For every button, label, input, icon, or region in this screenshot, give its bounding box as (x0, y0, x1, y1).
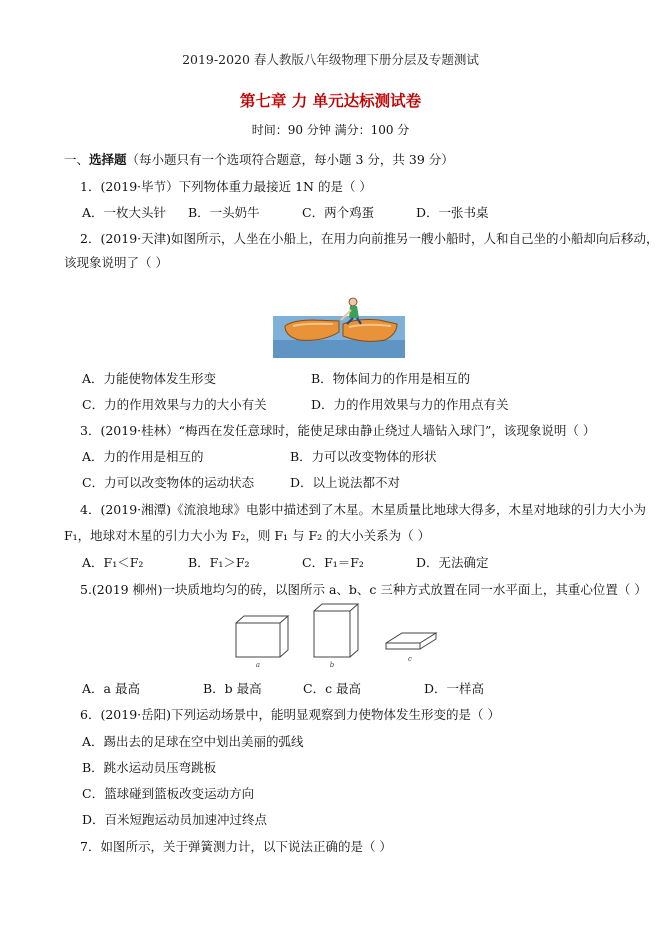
q4-option-a: A．F₁＜F₂ (82, 555, 144, 570)
question-1-stem: 1．(2019·毕节）下列物体重力最接近 1N 的是（ ） (80, 179, 372, 194)
q4-option-c: C．F₁＝F₂ (302, 555, 364, 570)
label-b: b (329, 661, 335, 669)
q6-option-d: D．百米短跑运动员加速冲过终点 (82, 812, 268, 827)
question-6-stem: 6．(2019·岳阳)下列运动场景中，能明显观察到力使物体发生形变的是（ ） (80, 707, 500, 722)
question-3-stem: 3．(2019·桂林）“梅西在发任意球时，能使足球由静止绕过人墙钻入球门”，该现象说明（ ） (80, 423, 596, 438)
q2-option-c: C．力的作用效果与力的大小有关 (82, 397, 267, 412)
q5-option-b: B．b 最高 (203, 681, 262, 696)
q4-option-b: B．F₁＞F₂ (188, 555, 250, 570)
q3-option-b: B．力可以改变物体的形状 (290, 449, 437, 464)
q1-option-b: B．一头奶牛 (188, 205, 260, 220)
question-4-stem-line1: 4．(2019·湘潭)《流浪地球》电影中描述到了木星。木星质量比地球大得多，木星对地球的引力大小为 (80, 502, 646, 517)
brick-a (236, 616, 288, 657)
brick-figure (230, 603, 440, 669)
q5-option-a: A．a 最高 (82, 681, 140, 696)
q3-option-d: D．以上说法都不对 (290, 475, 401, 490)
q5-option-c: C．c 最高 (303, 681, 362, 696)
q1-option-d: D．一张书桌 (416, 205, 489, 220)
person-head (349, 298, 357, 306)
right-boat (343, 320, 397, 342)
q2-option-a: A．力能使物体发生形变 (82, 371, 217, 386)
question-2-stem-line1: 2．(2019·天津)如图所示，人坐在小船上，在用力向前推另一艘小船时，人和自己坐的小船却向后移动， (80, 231, 659, 246)
q1-option-c: C．两个鸡蛋 (302, 205, 375, 220)
label-c: c (408, 655, 412, 663)
page-title: 第七章 力 单元达标测试卷 (239, 91, 422, 110)
person-body (349, 306, 359, 318)
q1-option-a: A．一枚大头针 (82, 205, 167, 220)
boat-figure (273, 296, 405, 358)
brick-b (314, 604, 358, 657)
question-5-stem: 5.(2019 柳州)一块质地均匀的砖，以图所示 a、b、c 三种方式放置在同一水平面上，其重心位置（ ） (80, 582, 647, 597)
section-heading (64, 150, 454, 168)
water-deep (273, 340, 405, 358)
q2-option-b: B．物体间力的作用是相互的 (311, 371, 471, 386)
brick-c (386, 633, 436, 649)
q5-option-d: D．一样高 (424, 681, 485, 696)
question-4-stem-line2: F₁，地球对木星的引力大小为 F₂，则 F₁ 与 F₂ 的大小关系为（ ） (64, 528, 431, 543)
q4-option-d: D．无法确定 (416, 555, 489, 570)
section-number: 一、 (64, 152, 90, 167)
question-7-stem: 7．如图所示，关于弹簧测力计，以下说法正确的是（ ） (80, 839, 392, 854)
q6-option-c: C．篮球碰到篮板改变运动方向 (82, 786, 255, 801)
q6-option-a: A．踢出去的足球在空中划出美丽的弧线 (82, 734, 304, 749)
section-note: （每小题只有一个选项符合题意，每小题 3 分，共 39 分） (126, 152, 454, 167)
q3-option-a: A．力的作用是相互的 (82, 449, 204, 464)
question-2-stem-line2: 该现象说明了（ ） (64, 255, 168, 270)
exam-meta: 时间：90 分钟 满分：100 分 (251, 123, 410, 137)
page-header: 2019-2020 春人教版八年级物理下册分层及专题测试 (182, 52, 479, 67)
label-a: a (255, 661, 261, 669)
section-name: 选择题 (89, 152, 127, 167)
q3-option-c: C．力可以改变物体的运动状态 (82, 475, 255, 490)
q2-option-d: D．力的作用效果与力的作用点有关 (311, 397, 509, 412)
q6-option-b: B．跳水运动员压弯跳板 (82, 760, 217, 775)
